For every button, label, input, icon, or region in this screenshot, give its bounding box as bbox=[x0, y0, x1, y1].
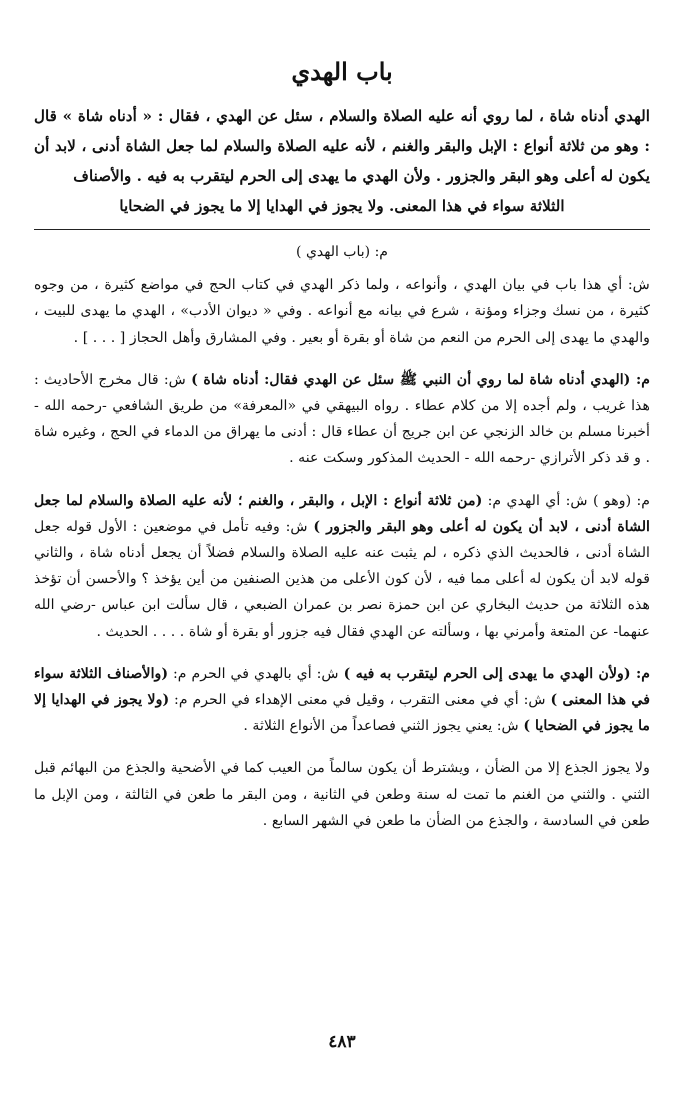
matn-text: الهدي أدناه شاة ، لما روي أنه عليه الصلاة والسلام ، سئل عن الهدي ، فقال : « أدناه شاة » قال : وهو من ثلاثة أنواع : الإبل والبقر والغنم ، لأنه عليه الصلاة والسلام لما جعل الشاة أدنى ، لابد أن يكون له أعلى وهو البقر والجزور . ولأن الهدي ما يهدى إلى الحرم ليتقرب به فيه . والأصناف bbox=[34, 107, 650, 186]
matn-quote: (ولا يجوز في الهدايا إلا ما يجوز في الضحايا ) bbox=[34, 692, 650, 735]
sharh-text: ش: قال مخرج الأحاديث : هذا غريب ، ولم أجده إلا من كلام عطاء . رواه البيهقي في «المعرفة» من طريق الشافعي -رحمه الله - أخبرنا مسلم بن خالد الزنجي عن ابن جريج أن عطاء قال : أدنى ما يهراق من الدماء في الحج ، وغيره شاة . و قد ذكر الأترازي -رحمه الله - الحديث المذكور وسكت عنه . bbox=[34, 371, 650, 467]
sharh-text: ش: أي بالهدي في الحرم م: bbox=[168, 665, 344, 682]
commentary-paragraph-4 bbox=[34, 661, 650, 740]
marker-text: م: (وهو ) ش: أي الهدي م: bbox=[482, 492, 651, 509]
sharh-text: ش: وفيه تأمل في موضعين : الأول قوله جعل الشاة أدنى ، فالحديث الذي ذكره ، لم يثبت عنه عليه الصلاة والسلام فضلاً أن يجعل أدناه شاة ، والثاني قوله لابد أن يكون له أعلى مما فيه ، لأن كون الأعلى من هذين الصنفين من أين يؤخذ ؟ والأحسن أن تؤخذ هذه الثلاثة من حديث البخاري عن ابن حمزة نصر بن عمران الضبعي ، قال سألت ابن عباس -رضي الله عنهما- عن المتعة وأمرني بها ، وسألته عن الهدي فقال فيه جزور أو بقرة أو شاة . . . . الحديث . bbox=[34, 518, 650, 640]
sharh-text: ش: أي في معنى التقرب ، وقيل في معنى الإهداء في الحرم م: bbox=[169, 692, 551, 709]
matn-quote: م: (الهدي أدناه شاة لما روي أن النبي ﷺ سئل عن الهدي فقال: أدناه شاة ) bbox=[191, 371, 650, 388]
page-content bbox=[34, 56, 650, 850]
sharh-text: ش: يعني يجوز الثني فصاعداً من الأنواع الثلاثة . bbox=[243, 718, 524, 735]
matn-quote: (والأصناف الثلاثة سواء في هذا المعنى ) bbox=[34, 665, 650, 709]
separator-rule bbox=[34, 229, 650, 230]
commentary-paragraph-1: ش: أي هذا باب في بيان الهدي ، وأنواعه ، ولما ذكر الهدي في كتاب الحج في مواضع كثيرة ، من وجوه كثيرة ، من نسك وجزاء ومؤنة ، شرع في بيانه مع أنواعه . وفي « ديوان الأدب» ، الهدي ما يهدى للبيت ، والهدي ما يهدى إلى الحرم من النعم من شاة أو بقرة أو بعير . وفي المشارق وأهل الحجاز [ . . . ] . bbox=[34, 277, 650, 346]
chapter-title: باب الهدي bbox=[291, 57, 393, 86]
commentary-paragraph-5: ولا يجوز الجذع إلا من الضأن ، ويشترط أن يكون سالماً من العيب كما في الأضحية والجذع من البهائم قبل الثني . والثني من الغنم ما تمت له سنة وطعن في الثانية ، ومن البقر ما طعن في الثالثة ، ومن الإبل ما طعن في السادسة ، والجذع من الضأن ما طعن في الشهر السابع . bbox=[34, 760, 650, 829]
matn-quote: م: (ولأن الهدي ما يهدى إلى الحرم ليتقرب به فيه ) bbox=[343, 665, 650, 682]
commentary-heading: م: (باب الهدي ) bbox=[296, 244, 388, 261]
matn-quote: (من ثلاثة أنواع : الإبل ، والبقر ، والغنم ؛ لأنه عليه الصلاة والسلام لما جعل الشاة أدنى ، لابد أن يكون له أعلى وهو البقر والجزور ) bbox=[34, 492, 650, 535]
matn-last-line: الثلاثة سواء في هذا المعنى. ولا يجوز في الهدايا إلا ما يجوز في الضحايا bbox=[119, 197, 565, 216]
page-number: ٤٨٣ bbox=[328, 1032, 356, 1052]
commentary-paragraph-2 bbox=[34, 367, 650, 472]
commentary-paragraph-3 bbox=[34, 488, 650, 645]
